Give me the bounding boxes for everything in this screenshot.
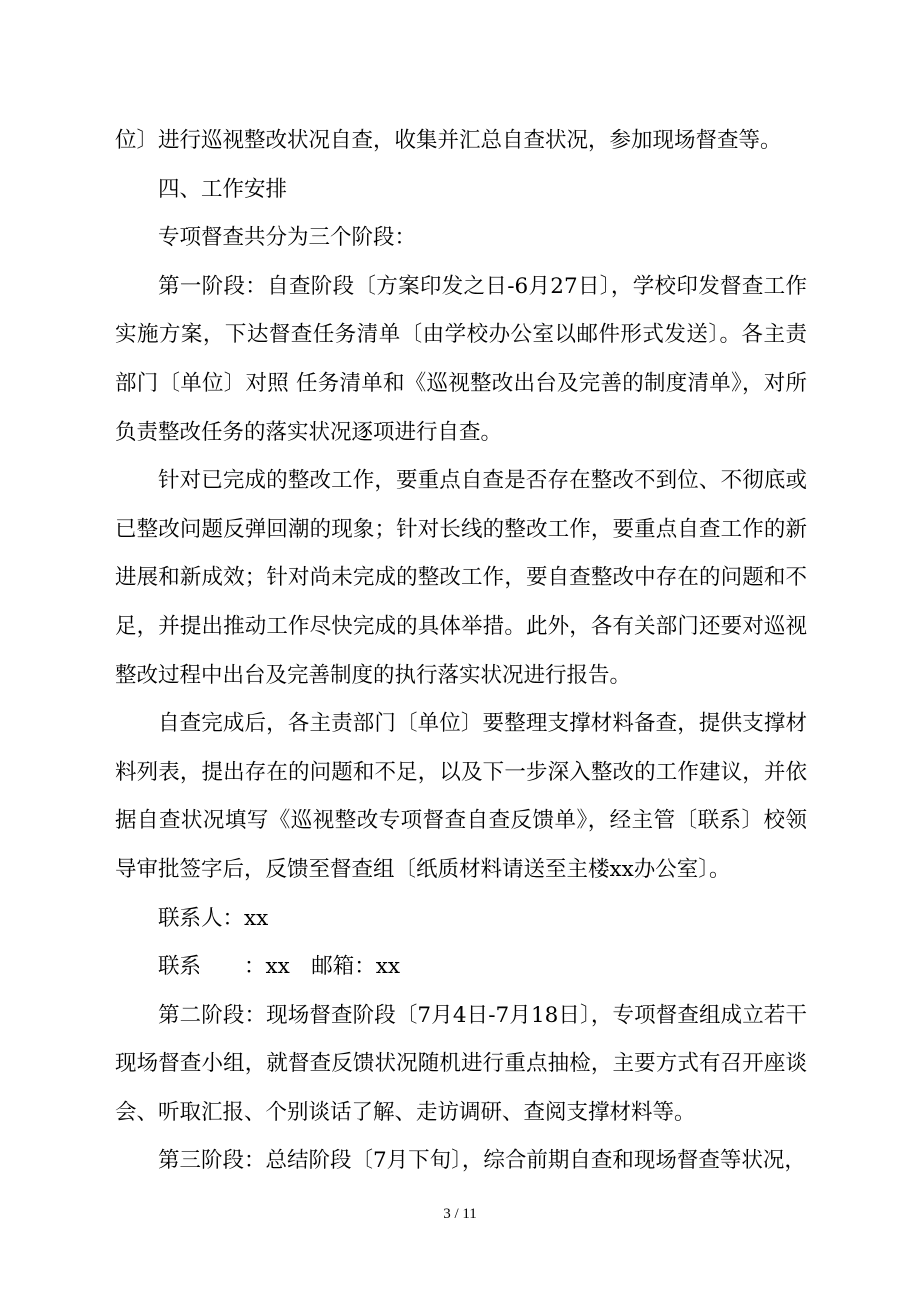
document-body [115, 117, 807, 1186]
paragraph-self-check-focus: 针对已完成的整改工作，要重点自查是否存在整改不到位、不彻底或已整改问题反弹回潮的现象；针对长线的整改工作，要重点自查工作的新进展和新成效；针对尚未完成的整改工作，要自查整改中存在的问题和不足，并提出推动工作尽快完成的具体举措。此外，各有关部门还要对巡视整改过程中出台及完善制度的执行落实状况进行报告。 [115, 468, 807, 688]
paragraph-continuation: 位〕进行巡视整改状况自查，收集并汇总自查状况，参加现场督查等。 [115, 128, 782, 153]
section-heading-work-arrangement: 四、工作安排 [158, 176, 288, 202]
paragraph-stage-three: 第三阶段：总结阶段〔7月下旬〕，综合前期自查和现场督查等状况， [158, 1148, 806, 1174]
paragraph-stage-two: 第二阶段：现场督查阶段〔7月4日-7月18日〕，专项督查组成立若干现场督查小组，就督查反馈状况随机进行重点抽检，主要方式有召开座谈会、听取汇报、个别谈话了解、走访调研、查阅支撑材料等。 [115, 1002, 807, 1125]
paragraph-after-self-check: 自查完成后，各主责部门〔单位〕要整理支撑材料备查，提供支撑材料列表，提出存在的问题和不足，以及下一步深入整改的工作建议，并依据自查状况填写《巡视整改专项督查自查反馈单》，经主管〔联系〕校领导审批签字后，反馈至督查组〔纸质材料请送至主楼xx办公室〕。 [115, 711, 807, 882]
paragraph-stages-intro: 专项督查共分为三个阶段： [158, 225, 417, 251]
paragraph-contact-person: 联系人：xx [158, 905, 269, 931]
paragraph-contact-email: 联系 ：xx 邮箱：xx [158, 954, 401, 980]
page-number: 3 / 11 [443, 1206, 477, 1222]
paragraph-stage-one: 第一阶段：自查阶段〔方案印发之日-6月27日〕，学校印发督查工作实施方案，下达督查任务清单〔由学校办公室以邮件形式发送〕。各主责部门〔单位〕对照 任务清单和《巡视整改出台及完善的制度清单》，对所负责整改任务的落实状况逐项进行自查。 [115, 273, 807, 445]
